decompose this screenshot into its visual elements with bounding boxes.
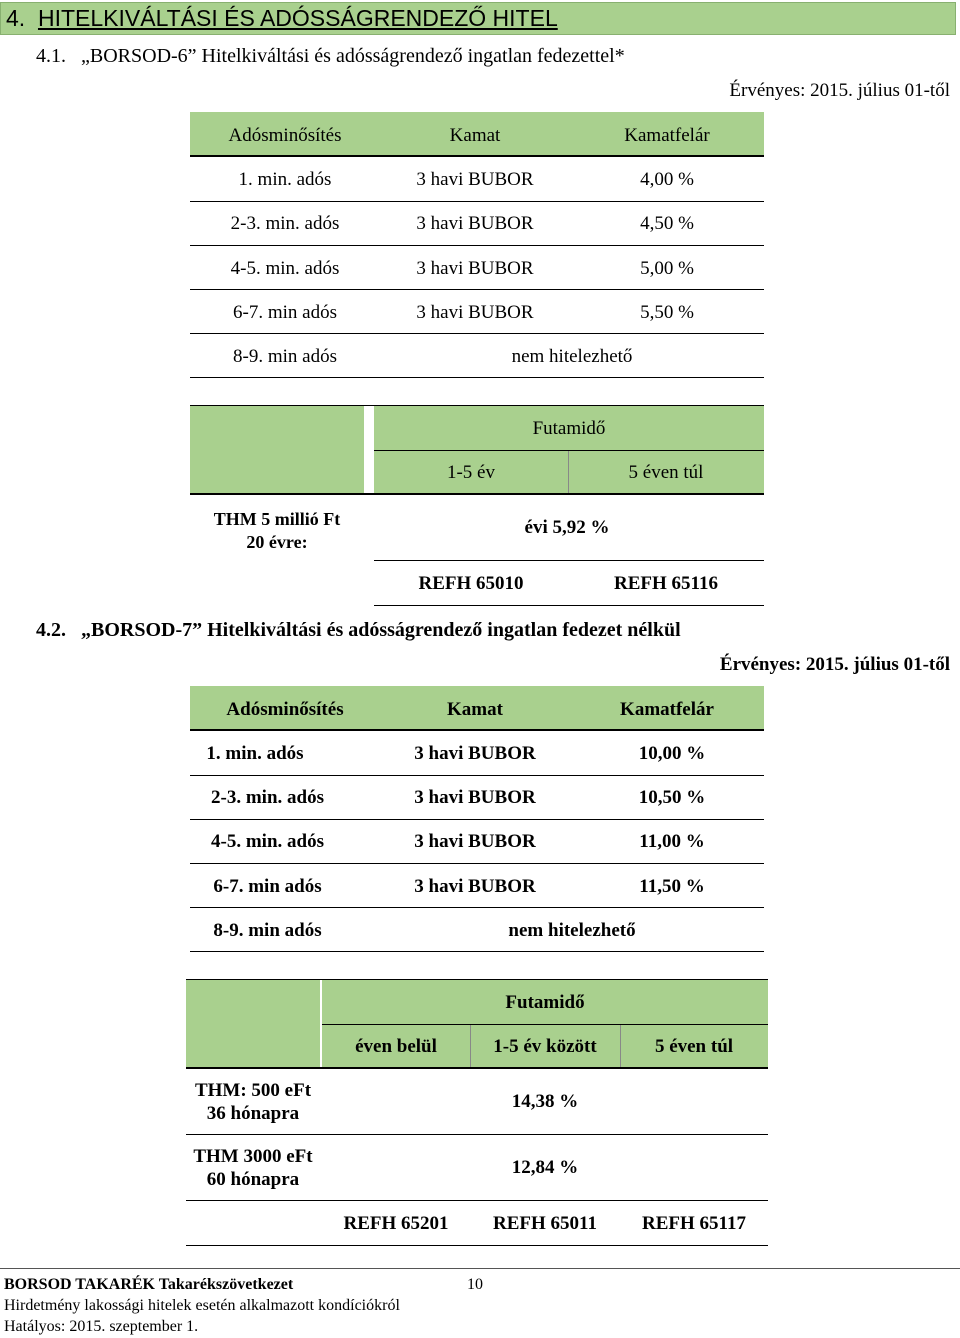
table-row: 11,50 % xyxy=(639,876,705,897)
thm-table-2-col3: 5 éven túl xyxy=(654,1036,734,1057)
sub2-valid-from: Érvényes: 2015. július 01-től xyxy=(719,654,950,675)
row-divider xyxy=(190,819,764,820)
thm-table-2-refh1: REFH 65201 xyxy=(343,1213,449,1234)
thm-table-1-col2: 5 éven túl xyxy=(628,462,704,483)
thm-table-1-col1: 1-5 év xyxy=(446,462,495,483)
thm-table-2-row2-label: THM 3000 eFt xyxy=(193,1146,313,1167)
thm-table-2-row1-label: THM: 500 eFt xyxy=(194,1080,312,1101)
table-row: 8-9. min adós xyxy=(213,920,322,941)
rate-table-1-header-rule xyxy=(190,155,764,157)
table-row: 8-9. min adós xyxy=(233,346,337,367)
row-divider xyxy=(190,201,764,202)
row-divider xyxy=(186,1134,768,1135)
row-divider xyxy=(190,907,764,908)
thm-table-2-row1-value: 14,38 % xyxy=(511,1091,579,1112)
row-divider xyxy=(190,333,764,334)
sub2-title: „BORSOD-7” Hitelkiváltási és adósságrendező ingatlan fedezet nélkül xyxy=(81,619,681,641)
rate-table-2-header-rule xyxy=(190,729,764,731)
thm-table-1-term-header: Futamidő xyxy=(532,418,606,439)
table-row: 4-5. min. adós xyxy=(230,258,340,279)
thm-table-1-row-label-2: 20 évre: xyxy=(246,532,308,552)
rate-table-2-header-margin: Kamatfelár xyxy=(620,699,714,720)
section-number: 4. xyxy=(6,5,26,31)
thm-table-2-col2: 1-5 év között xyxy=(493,1036,597,1057)
thm-table-2-term-header: Futamidő xyxy=(505,992,585,1013)
row-divider xyxy=(190,951,764,952)
table-row: 10,00 % xyxy=(638,743,706,764)
page-number: 10 xyxy=(467,1276,483,1293)
sub1-title: „BORSOD-6” Hitelkiváltási és adósságrendező ingatlan fedezettel* xyxy=(81,45,625,67)
table-row: 6-7. min adós xyxy=(233,302,337,323)
thm-table-2-refh2: REFH 65011 xyxy=(493,1213,597,1234)
table-row: 3 havi BUBOR xyxy=(414,743,536,764)
section-title-text: HITELKIVÁLTÁSI ÉS ADÓSSÁGRENDEZŐ HITEL xyxy=(37,5,558,31)
thm-table-1-header-rule xyxy=(190,493,764,495)
thm-table-2-header-split xyxy=(322,1024,768,1025)
table-row: 11,00 % xyxy=(639,831,705,852)
table-row: 2-3. min. adós xyxy=(211,787,324,808)
rate-table-2-header-rating: Adósminősítés xyxy=(226,699,344,720)
footer-rule xyxy=(0,1268,960,1269)
row-divider xyxy=(190,863,764,864)
sub2-heading xyxy=(36,617,681,643)
thm-table-1-row-label: THM 5 millió Ft xyxy=(213,509,341,529)
table-row: 10,50 % xyxy=(638,787,706,808)
table-row: 6-7. min adós xyxy=(213,876,322,897)
footer-notice: Hirdetmény lakossági hitelek esetén alkalmazott kondíciókról xyxy=(4,1297,400,1314)
sub1-valid-from: Érvényes: 2015. július 01-től xyxy=(729,80,950,101)
table-row: 2-3. min. adós xyxy=(230,213,340,234)
thm-table-1-refh1: REFH 65010 xyxy=(418,573,524,594)
table-row: 3 havi BUBOR xyxy=(416,302,534,323)
thm-table-2-row1-label-2: 36 hónapra xyxy=(206,1103,300,1124)
sub1-heading xyxy=(36,43,625,69)
thm-table-1-corner-bg xyxy=(190,406,364,494)
table-row: 3 havi BUBOR xyxy=(414,876,536,897)
table-row: 1. min. adós xyxy=(238,169,332,190)
thm-table-2-corner-bg xyxy=(186,980,320,1068)
thm-table-2-row2-value: 12,84 % xyxy=(511,1157,579,1178)
thm-table-2-refh3: REFH 65117 xyxy=(642,1213,746,1234)
row-divider xyxy=(190,245,764,246)
table-row: 3 havi BUBOR xyxy=(416,169,534,190)
section-title xyxy=(6,4,558,32)
thm-table-1-value: évi 5,92 % xyxy=(524,517,610,538)
table-row: 5,00 % xyxy=(640,258,694,279)
row-divider xyxy=(190,775,764,776)
thm-table-2-row2-label-2: 60 hónapra xyxy=(206,1169,300,1190)
table-row: 3 havi BUBOR xyxy=(414,787,536,808)
table-row: nem hitelezhető xyxy=(511,346,633,367)
table-row: nem hitelezhető xyxy=(508,920,636,941)
row-divider xyxy=(186,1245,768,1246)
thm-table-2-header-rule xyxy=(186,1067,768,1069)
rate-table-1-header-rating: Adósminősítés xyxy=(228,125,342,146)
footer-company: BORSOD TAKARÉK Takarékszövetkezet xyxy=(4,1276,294,1293)
table-row: 3 havi BUBOR xyxy=(416,258,534,279)
sub2-number: 4.2. xyxy=(36,619,66,641)
table-row: 3 havi BUBOR xyxy=(416,213,534,234)
row-divider xyxy=(190,377,764,378)
table-row: 3 havi BUBOR xyxy=(414,831,536,852)
row-divider xyxy=(374,560,764,561)
thm-table-1-header-split xyxy=(374,450,764,451)
table-row: 4,00 % xyxy=(640,169,694,190)
row-divider xyxy=(190,289,764,290)
rate-table-2-header-rate: Kamat xyxy=(447,699,503,720)
sub1-number: 4.1. xyxy=(36,45,66,67)
row-divider xyxy=(374,605,764,606)
thm-table-1-refh2: REFH 65116 xyxy=(614,573,718,594)
table-row: 4,50 % xyxy=(640,213,694,234)
table-row: 4-5. min. adós xyxy=(211,831,324,852)
rate-table-1-header-rate: Kamat xyxy=(449,125,501,146)
rate-table-1-header-margin: Kamatfelár xyxy=(624,125,710,146)
table-row: 1. min. adós xyxy=(206,743,304,764)
thm-table-2-col1: éven belül xyxy=(355,1036,437,1057)
row-divider xyxy=(186,1200,768,1201)
table-row: 5,50 % xyxy=(640,302,694,323)
footer-effective: Hatályos: 2015. szeptember 1. xyxy=(4,1318,199,1335)
